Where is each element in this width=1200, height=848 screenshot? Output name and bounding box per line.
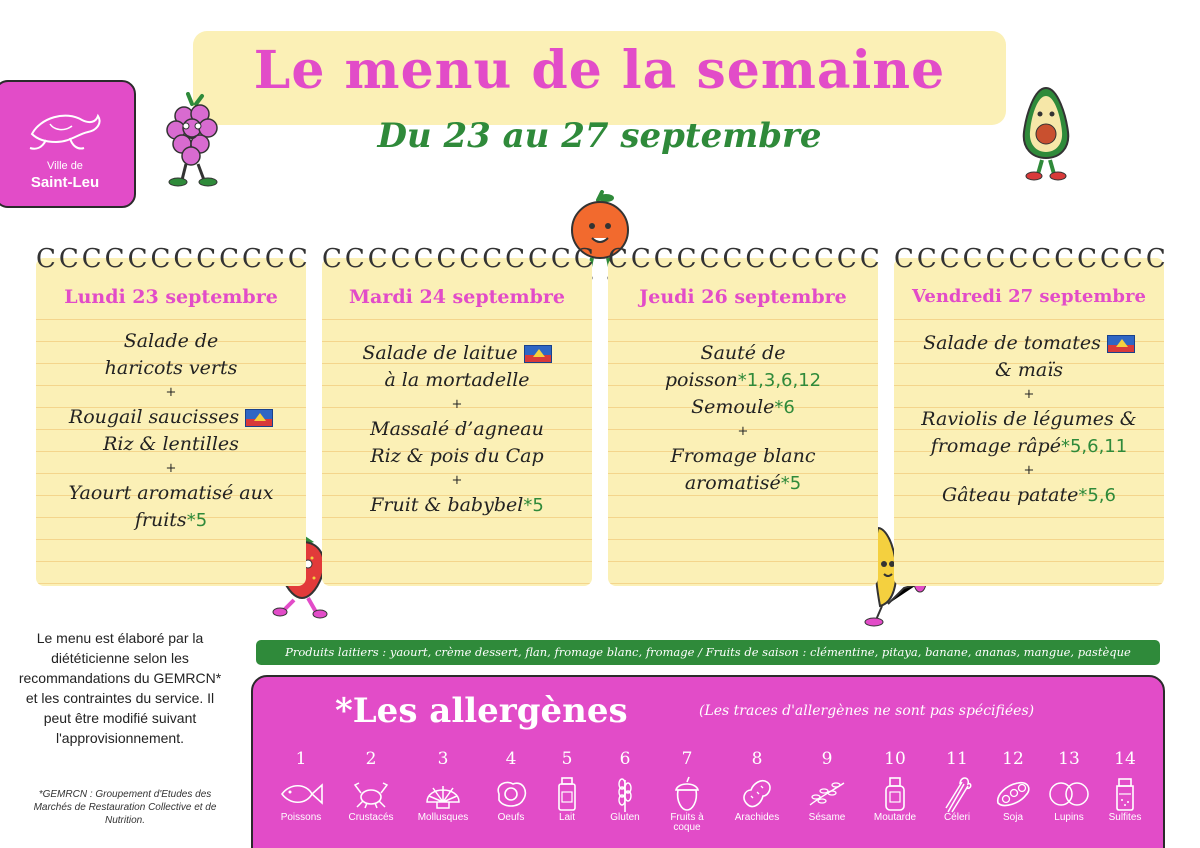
day-card-tuesday <box>322 244 597 586</box>
allergen-item <box>721 749 793 823</box>
allergen-code: *1,3,6,12 <box>737 370 822 391</box>
allergen-code: *5 <box>523 495 544 516</box>
allergen-name: Oeufs <box>497 812 525 823</box>
allergen-name: Arachides <box>734 812 780 823</box>
allergen-number: 7 <box>681 749 693 769</box>
plus-separator: + <box>165 385 177 400</box>
allergen-number: 5 <box>561 749 573 769</box>
dish-main <box>616 340 870 394</box>
dish-line: Fruit & babybel <box>370 494 524 516</box>
allergen-number: 14 <box>1114 749 1136 769</box>
allergen-name: Céleri <box>943 812 971 823</box>
day-title: Lundi 23 septembre <box>64 286 278 308</box>
dish-list <box>902 330 1156 509</box>
allergens-panel <box>251 675 1165 848</box>
day-title: Vendredi 27 septembre <box>912 286 1146 307</box>
dish-main <box>44 404 298 458</box>
allergen-name: Soja <box>1002 812 1023 823</box>
dish-line: Gâteau patate <box>942 484 1079 506</box>
allergen-item <box>335 749 407 823</box>
dish-side <box>616 394 870 421</box>
sulfite-icon <box>1089 775 1161 813</box>
allergen-number: 13 <box>1058 749 1080 769</box>
dish-line: haricots verts <box>104 357 238 379</box>
day-title: Mardi 24 septembre <box>349 286 565 308</box>
allergen-name: Mollusques <box>417 812 469 823</box>
dish-list <box>44 328 298 534</box>
plus-separator: + <box>451 473 463 488</box>
allergen-number: 1 <box>295 749 307 769</box>
allergen-number: 11 <box>946 749 968 769</box>
dish-line: Raviolis de légumes & <box>921 408 1137 430</box>
dish-line: aromatisé <box>684 472 781 494</box>
dish-line: Sauté de <box>700 342 786 364</box>
dish-line: Salade de <box>123 330 219 352</box>
reunion-flag-icon <box>1107 335 1135 353</box>
plus-separator: + <box>451 397 463 412</box>
saint-leu-logo <box>0 80 136 208</box>
crab-icon <box>335 775 407 813</box>
allergen-number: 2 <box>365 749 377 769</box>
allergen-code: *5,6,11 <box>1060 436 1128 457</box>
shell-icon <box>407 775 479 813</box>
dish-starter <box>44 328 298 382</box>
dish-line: poisson <box>664 369 738 391</box>
allergen-name: Moutarde <box>873 812 917 823</box>
allergen-item <box>265 749 337 823</box>
allergen-number: 9 <box>821 749 833 769</box>
dish-dessert <box>616 443 870 497</box>
raspberry-mascot-icon <box>160 92 230 188</box>
day-card-monday <box>36 244 311 586</box>
spiral-rings: CCCCCCCCCCCC <box>36 244 311 274</box>
dish-starter <box>330 340 584 394</box>
dish-main <box>330 416 584 470</box>
allergen-name: Lait <box>558 812 576 823</box>
sesame-icon <box>791 775 863 813</box>
peanut-icon <box>721 775 793 813</box>
dish-line: Riz & pois du Cap <box>370 445 544 467</box>
allergen-name: Sésame <box>808 812 846 823</box>
allergen-code: *5 <box>186 510 208 531</box>
plus-separator: + <box>1023 463 1035 478</box>
dish-line: Yaourt aromatisé aux <box>68 482 274 504</box>
dish-dessert <box>902 482 1156 509</box>
allergen-number: 3 <box>437 749 449 769</box>
dish-starter <box>902 330 1156 384</box>
allergen-number: 8 <box>751 749 763 769</box>
allergen-item <box>407 749 479 823</box>
page-title: Le menu de la semaine <box>253 40 946 101</box>
dish-line: Salade de laitue <box>362 342 518 364</box>
logo-line-2: Saint-Leu <box>30 174 100 191</box>
day-card-friday <box>894 244 1169 586</box>
dish-list <box>616 340 870 497</box>
spiral-rings: CCCCCCCCCCCC <box>608 244 883 274</box>
allergens-title: *Les allergènes <box>335 691 628 731</box>
plus-separator: + <box>1023 387 1035 402</box>
allergen-name: Poissons <box>280 812 322 823</box>
allergen-number: 12 <box>1002 749 1024 769</box>
allergen-name: Fruits à coque <box>670 812 704 833</box>
spiral-rings: CCCCCCCCCCCC <box>894 244 1169 274</box>
dish-list <box>330 340 584 519</box>
dish-line: Fromage blanc <box>670 445 816 467</box>
dish-line: fromage râpé <box>930 435 1061 457</box>
allergen-code: *5,6 <box>1078 485 1116 506</box>
allergen-item <box>791 749 863 823</box>
gemrcn-footnote: *GEMRCN : Groupement d'Etudes des Marchés de Restauration Collective et de Nutrition. <box>33 789 217 826</box>
dish-line: Massalé d’agneau <box>370 418 544 440</box>
menu-note: Le menu est élaboré par la diététicienne selon les recommandations du GEMRCN* et les contraintes du service. Il peut être modifié suivant l'approvisionnement. <box>18 630 222 746</box>
dish-line: & maïs <box>994 359 1064 381</box>
allergen-code: *5 <box>780 473 802 494</box>
page-subtitle: Du 23 au 27 septembre <box>377 116 822 156</box>
dish-line: Salade de tomates <box>923 332 1101 354</box>
dish-line: Rougail saucisses <box>68 406 240 428</box>
allergen-number: 4 <box>505 749 517 769</box>
plus-separator: + <box>165 461 177 476</box>
allergen-name: Crustacés <box>348 812 394 823</box>
dish-line: fruits <box>134 509 187 531</box>
fish-icon <box>265 775 337 813</box>
day-card-thursday <box>608 244 883 586</box>
plus-separator: + <box>737 424 749 439</box>
allergen-name: Sulfites <box>1108 812 1142 823</box>
logo-line-1: Ville de <box>47 160 83 172</box>
spiral-rings: CCCCCCCCCCCC <box>322 244 597 274</box>
dish-line: à la mortadelle <box>384 369 530 391</box>
allergen-name: Gluten <box>610 812 640 823</box>
allergen-item <box>1089 749 1161 823</box>
dish-line: Riz & lentilles <box>103 433 239 455</box>
allergen-code: *6 <box>774 397 795 418</box>
dish-line: Semoule <box>691 396 775 418</box>
nut-icon <box>651 775 723 813</box>
reunion-flag-icon <box>245 409 273 427</box>
avocado-mascot-icon <box>1018 82 1074 182</box>
allergen-number: 6 <box>619 749 631 769</box>
allergen-number: 10 <box>884 749 906 769</box>
dish-main <box>902 406 1156 460</box>
dish-dessert <box>44 480 298 534</box>
seasonal-products-bar: Produits laitiers : yaourt, crème dessert, flan, fromage blanc, fromage / Fruits de saison : clémentine, pitaya, banane, ananas, mangue, pastèque <box>256 640 1160 665</box>
day-title: Jeudi 26 septembre <box>639 286 847 308</box>
allergen-name: Lupins <box>1054 812 1084 823</box>
allergens-subtitle: (Les traces d'allergènes ne sont pas spécifiées) <box>699 703 1035 719</box>
reunion-flag-icon <box>524 345 552 363</box>
dish-dessert <box>330 492 584 519</box>
allergen-item <box>651 749 723 833</box>
turtle-icon <box>26 104 102 156</box>
